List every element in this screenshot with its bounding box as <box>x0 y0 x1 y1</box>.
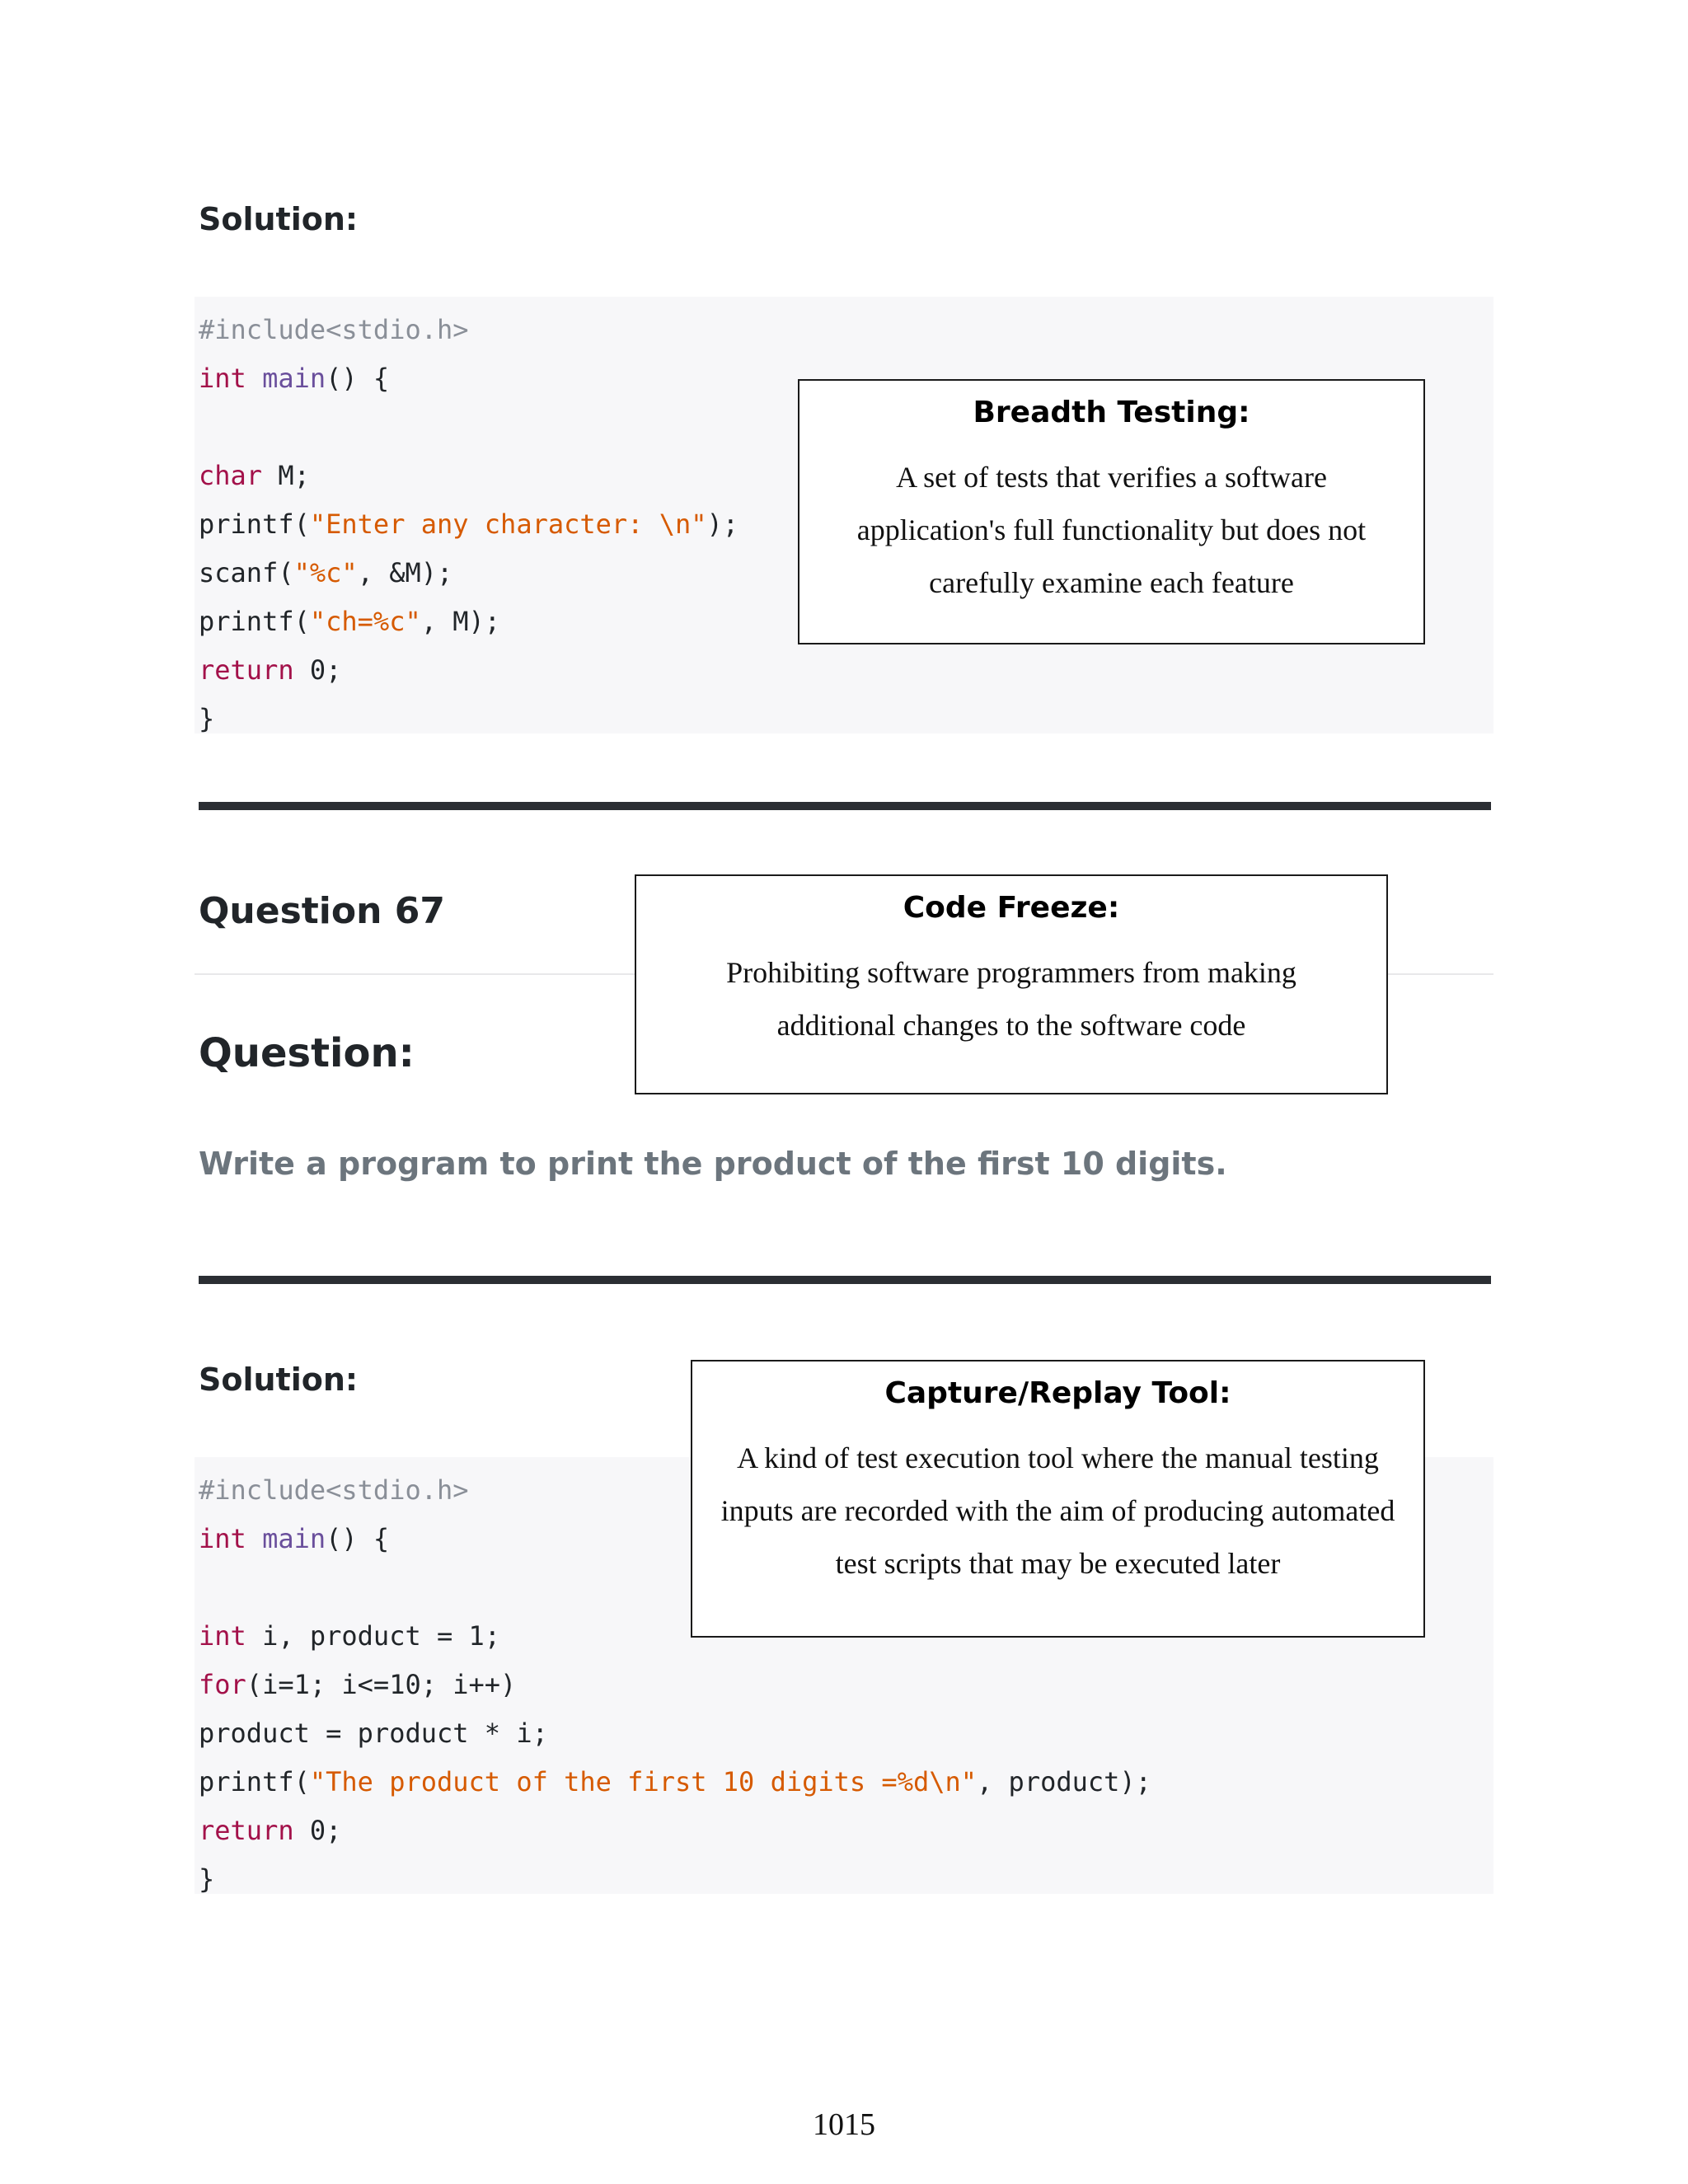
code-token: return <box>199 1815 294 1846</box>
code-line <box>199 1619 500 1652</box>
callout-body: Prohibiting software programmers from making additional changes to the software code <box>726 956 1296 1042</box>
code-line <box>199 1474 469 1507</box>
code-token: main <box>262 363 326 394</box>
code-token: (i=1; i<=10; i++) <box>246 1669 517 1700</box>
callout-breadth-testing <box>798 379 1425 644</box>
code-line <box>199 1522 389 1555</box>
code-token: M; <box>262 460 310 491</box>
code-token: int <box>199 1523 246 1554</box>
solution-heading: Solution: <box>199 1361 359 1398</box>
code-token: printf( <box>199 509 310 540</box>
callout-body: A set of tests that verifies a software application's full functionality but does not carefully examine each feature <box>856 461 1367 599</box>
code-token: , M); <box>420 606 501 637</box>
code-token: for <box>199 1669 246 1700</box>
question-heading: Question: <box>199 1030 415 1076</box>
callout-title: Code Freeze: <box>903 891 1120 925</box>
code-token: int <box>199 1620 246 1652</box>
code-token: #include<stdio.h> <box>199 314 469 345</box>
code-token: } <box>199 1863 215 1895</box>
callout-code-freeze <box>635 874 1388 1094</box>
code-token: #include<stdio.h> <box>199 1474 469 1506</box>
callout-capture-replay <box>691 1360 1425 1638</box>
code-line <box>199 1717 548 1750</box>
code-line <box>199 702 214 735</box>
code-token: char <box>199 460 263 491</box>
code-token: return <box>199 654 294 686</box>
callout-title: Breadth Testing: <box>973 396 1250 429</box>
code-line <box>199 654 341 687</box>
code-token: , product); <box>977 1766 1151 1797</box>
code-line <box>199 459 310 492</box>
code-token: printf( <box>199 606 310 637</box>
code-token: scanf( <box>199 557 294 588</box>
code-token: 0; <box>293 1815 342 1846</box>
code-token: ); <box>706 509 739 540</box>
code-token: "Enter any character: \n" <box>309 509 707 540</box>
code-token: int <box>199 363 246 394</box>
callout-body: A kind of test execution tool where the manual testing inputs are recorded with the aim of producing automated test scripts that may be executed later <box>720 1441 1395 1580</box>
page-number: 1015 <box>813 2107 875 2142</box>
code-token: "%c" <box>293 557 358 588</box>
code-token: , &M); <box>357 557 453 588</box>
code-line <box>199 1668 516 1701</box>
code-line <box>199 1765 1151 1798</box>
code-line <box>199 508 738 541</box>
code-token: "ch=%c" <box>309 606 421 637</box>
code-token: "The product of the first 10 digits =%d\n" <box>309 1766 978 1797</box>
code-token: printf( <box>199 1766 310 1797</box>
code-token: } <box>199 703 215 734</box>
code-token <box>246 1523 262 1554</box>
solution-heading: Solution: <box>199 201 359 237</box>
code-token: i, product = 1; <box>246 1620 501 1652</box>
code-token: () { <box>326 1523 390 1554</box>
code-line <box>199 1863 214 1896</box>
code-line <box>199 1814 341 1847</box>
code-line <box>199 556 452 589</box>
section-divider <box>199 802 1491 810</box>
code-token <box>246 363 262 394</box>
question-number-heading: Question 67 <box>199 890 445 932</box>
callout-title: Capture/Replay Tool: <box>884 1376 1231 1410</box>
code-token: main <box>262 1523 326 1554</box>
code-line <box>199 362 389 395</box>
section-divider <box>199 1276 1491 1284</box>
code-line <box>199 605 500 638</box>
code-token: product = product * i; <box>199 1718 548 1749</box>
code-token: () { <box>326 363 390 394</box>
code-token: 0; <box>293 654 342 686</box>
code-line <box>199 313 469 346</box>
question-prompt: Write a program to print the product of the first 10 digits. <box>199 1146 1227 1182</box>
